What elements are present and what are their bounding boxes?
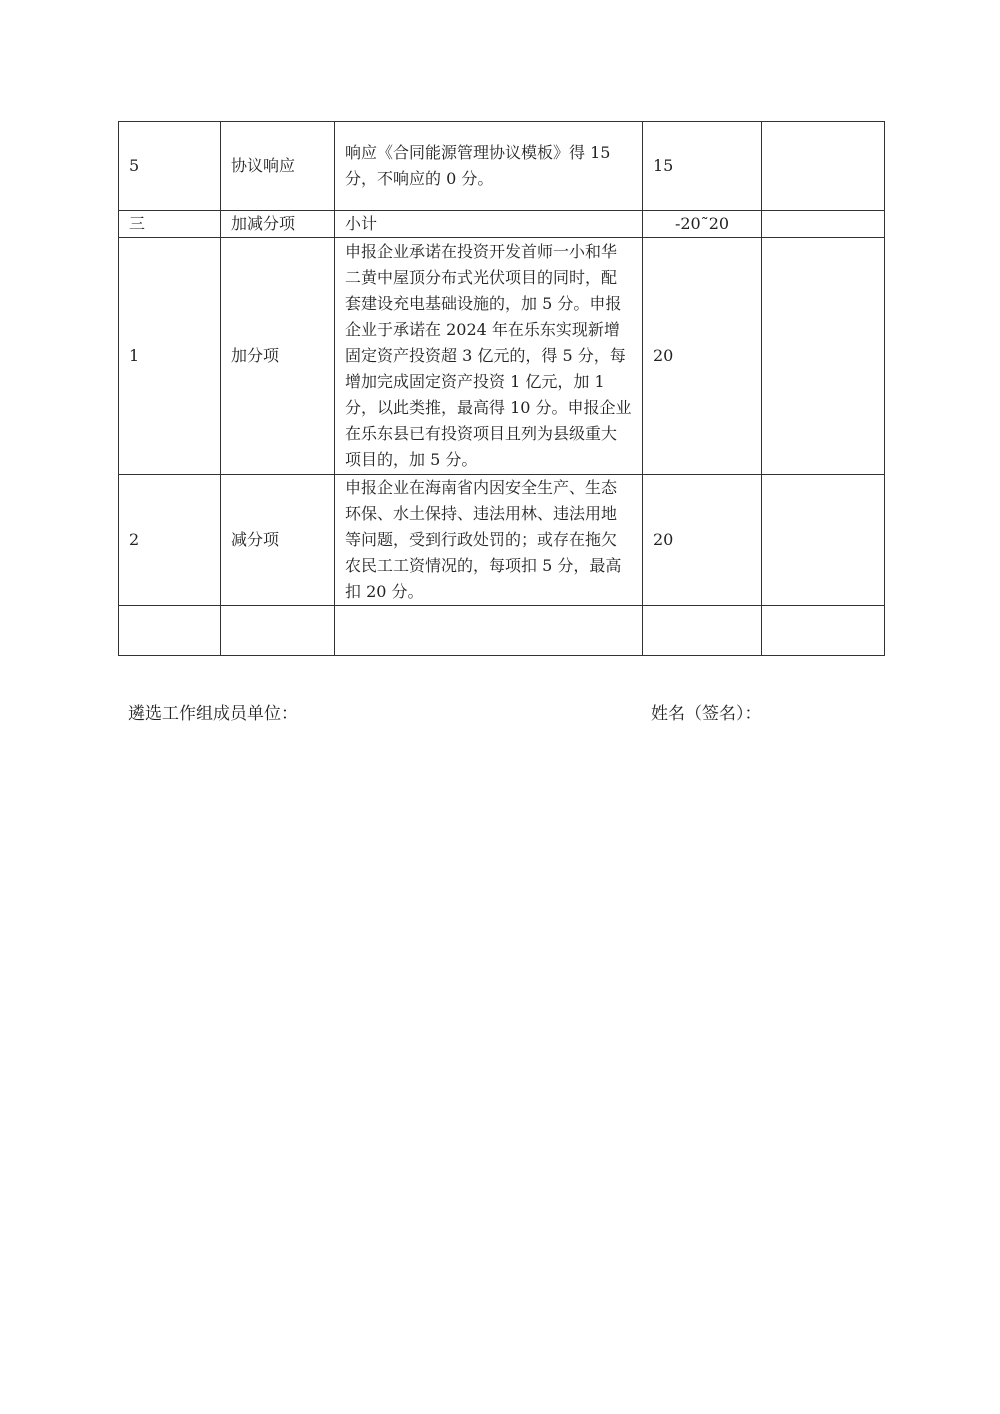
scoring-table [118, 121, 885, 656]
row-number: 2 [119, 475, 221, 606]
item-description: 响应《合同能源管理协议模板》得 15 分，不响应的 0 分。 [335, 122, 643, 211]
item-remark [762, 211, 885, 238]
item-remark [762, 606, 885, 656]
item-description: 申报企业承诺在投资开发首师一小和华二黄中屋顶分布式光伏项目的同时，配套建设充电基础设施的，加 5 分。申报企业于承诺在 2024 年在乐东实现新增固定资产投资超 3 亿元的，得 5 分，每增加完成固定资产投资 1 亿元，加 1 分，以此类推，最高得 10 分。申报企业在乐东县已有投资项目且列为县级重大项目的，加 5 分。 [335, 238, 643, 475]
item-name: 加分项 [221, 238, 335, 475]
item-remark [762, 238, 885, 475]
table-row [119, 475, 885, 606]
item-score: 20 [643, 475, 762, 606]
item-name: 协议响应 [221, 122, 335, 211]
row-number: 三 [119, 211, 221, 238]
row-number [119, 606, 221, 656]
table-row [119, 122, 885, 211]
table-row [119, 238, 885, 475]
signature-name-label: 姓名（签名）： [651, 704, 762, 724]
item-name [221, 606, 335, 656]
table-row [119, 211, 885, 238]
item-remark [762, 122, 885, 211]
table-row [119, 606, 885, 656]
item-score: 20 [643, 238, 762, 475]
item-description: 申报企业在海南省内因安全生产、生态环保、水土保持、违法用林、违法用地等问题，受到行政处罚的；或存在拖欠农民工工资情况的，每项扣 5 分，最高扣 20 分。 [335, 475, 643, 606]
item-score: 15 [643, 122, 762, 211]
item-name: 加减分项 [221, 211, 335, 238]
row-number: 1 [119, 238, 221, 475]
member-unit-label: 遴选工作组成员单位： [128, 704, 298, 724]
row-number: 5 [119, 122, 221, 211]
item-remark [762, 475, 885, 606]
item-score: -20˜20 [643, 211, 762, 238]
item-description [335, 606, 643, 656]
item-name: 减分项 [221, 475, 335, 606]
item-score [643, 606, 762, 656]
item-description: 小计 [335, 211, 643, 238]
